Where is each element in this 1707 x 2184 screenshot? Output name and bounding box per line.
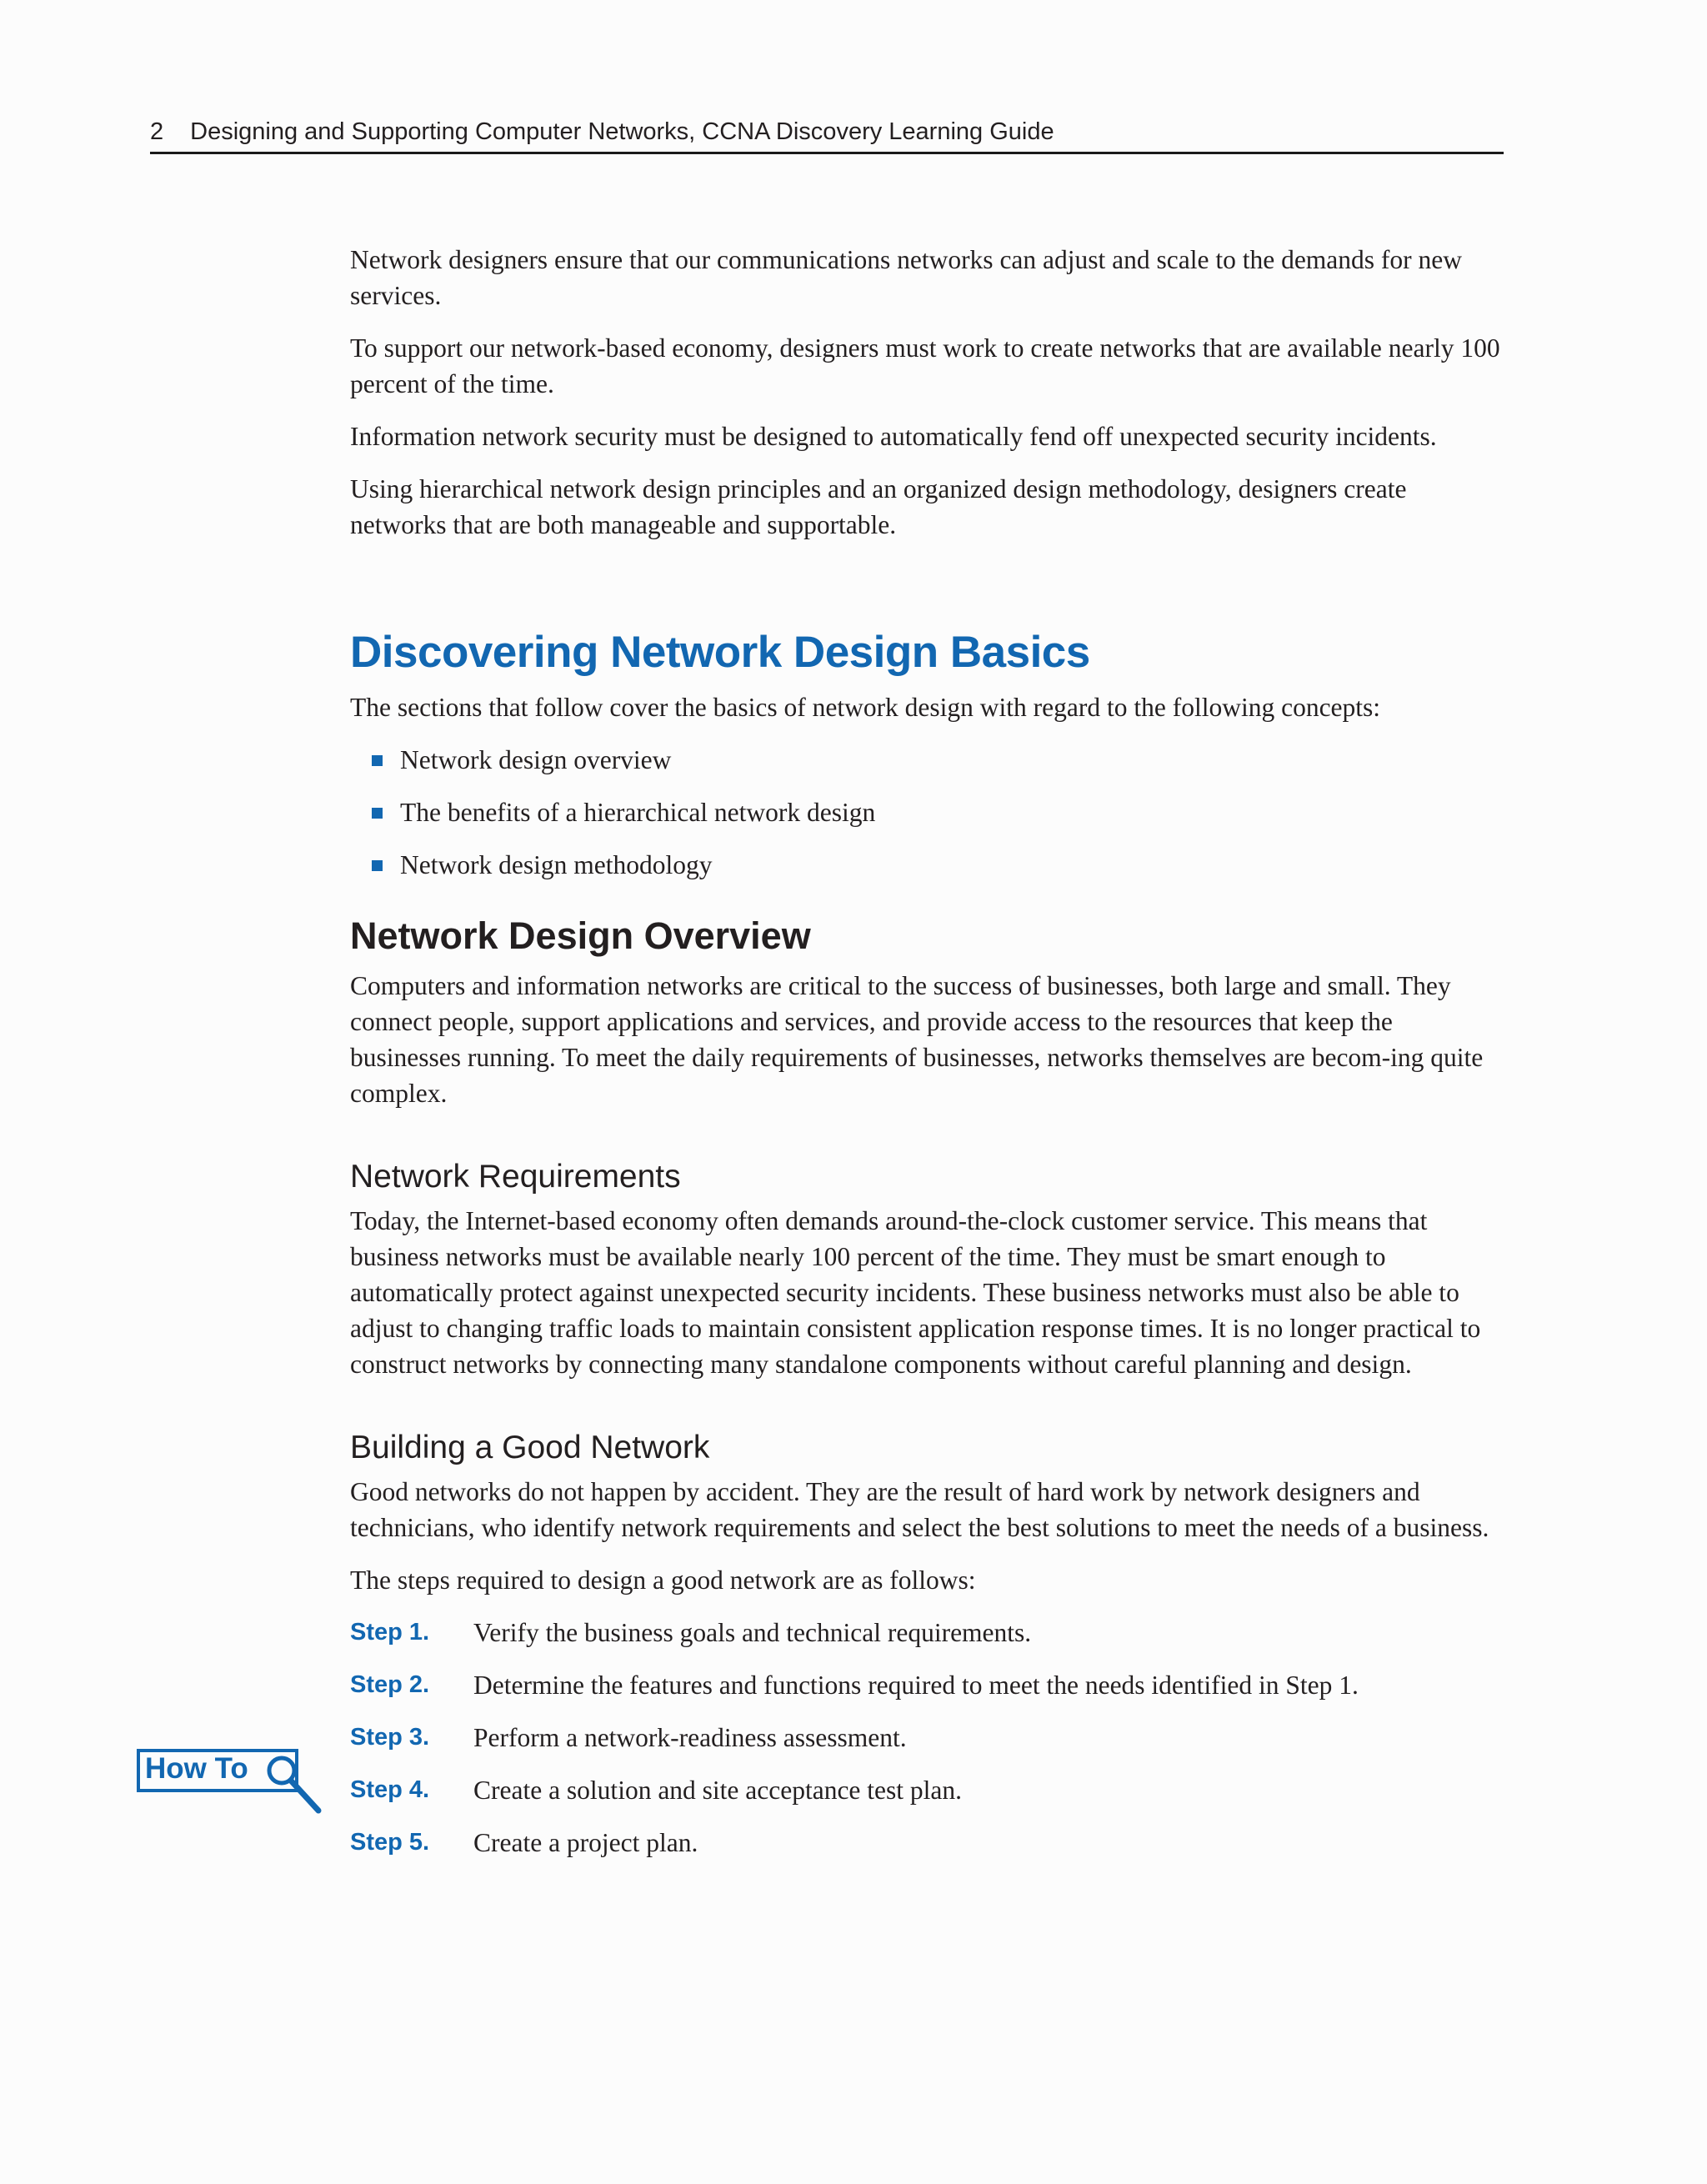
list-item [350,847,1509,883]
requirements-title: Network Requirements [350,1159,681,1195]
intro-paragraph: Information network security must be designed to automatically fend off unexpected security incidents. [350,422,1437,451]
step-item [350,1615,1509,1651]
square-bullet-icon [372,808,383,819]
step-item [350,1720,1509,1756]
page-content [350,242,1509,1877]
step-item [350,1772,1509,1808]
step-label: Step 3. [350,1724,430,1751]
concepts-list [350,742,1509,883]
overview-title: Network Design Overview [350,914,811,957]
step-text: Create a project plan. [473,1828,698,1857]
list-item [350,794,1509,830]
square-bullet-icon [372,860,383,871]
running-header [150,115,1504,154]
step-label: Step 4. [350,1776,430,1803]
overview-body: Computers and information networks are critical to the success of businesses, both large and small. They connect people, support applications and services, and provide access to the resources that keep the businesses running. To meet the daily requirements of businesses, networks themselves are becom-ing quite complex. [350,971,1484,1108]
concept-text: Network design methodology [400,850,713,879]
intro-paragraph: Using hierarchical network design principles and an organized design methodology, designers create networks that are both manageable and supportable. [350,474,1407,539]
how-to-label: How To [145,1752,248,1785]
intro-paragraphs [350,242,1509,543]
running-title: Designing and Supporting Computer Networks, CCNA Discovery Learning Guide [190,118,1054,145]
step-text: Create a solution and site acceptance test plan. [473,1776,963,1805]
step-text: Verify the business goals and technical requirements. [473,1618,1032,1647]
step-label: Step 2. [350,1671,430,1698]
step-label: Step 1. [350,1619,430,1646]
building-title: Building a Good Network [350,1430,710,1465]
intro-paragraph: To support our network-based economy, designers must work to create networks that are available nearly 100 percent of the time. [350,333,1500,398]
page-number: 2 [150,118,164,145]
step-text: Determine the features and functions required to meet the needs identified in Step 1. [473,1671,1359,1700]
section-lead: The sections that follow cover the basics of network design with regard to the following concepts: [350,693,1381,722]
step-text: Perform a network-readiness assessment. [473,1723,907,1752]
step-label: Step 5. [350,1829,430,1856]
steps-list [350,1615,1509,1861]
building-body: Good networks do not happen by accident. They are the result of hard work by network designers and technicians, who identify network requirements and select the best solutions to meet the needs of a business. [350,1477,1489,1542]
step-item [350,1825,1509,1861]
how-to-badge [137,1749,328,1821]
square-bullet-icon [372,755,383,766]
requirements-body: Today, the Internet-based economy often demands around-the-clock customer service. This means that business networks must be available nearly 100 percent of the time. They must be smart enough to automatically protect against unexpected security incidents. These business networks must also be able to adjust to changing traffic loads to maintain consistent application response times. It is no longer practical to construct networks by connecting many standalone components without careful planning and design. [350,1206,1481,1379]
concept-text: Network design overview [400,745,672,774]
intro-paragraph: Network designers ensure that our communications networks can adjust and scale to the demands for new services. [350,245,1462,310]
magnifier-icon [262,1752,328,1822]
concept-text: The benefits of a hierarchical network design [400,798,876,827]
section-title: Discovering Network Design Basics [350,628,1090,677]
list-item [350,742,1509,778]
step-item [350,1667,1509,1703]
steps-intro: The steps required to design a good network are as follows: [350,1565,976,1595]
